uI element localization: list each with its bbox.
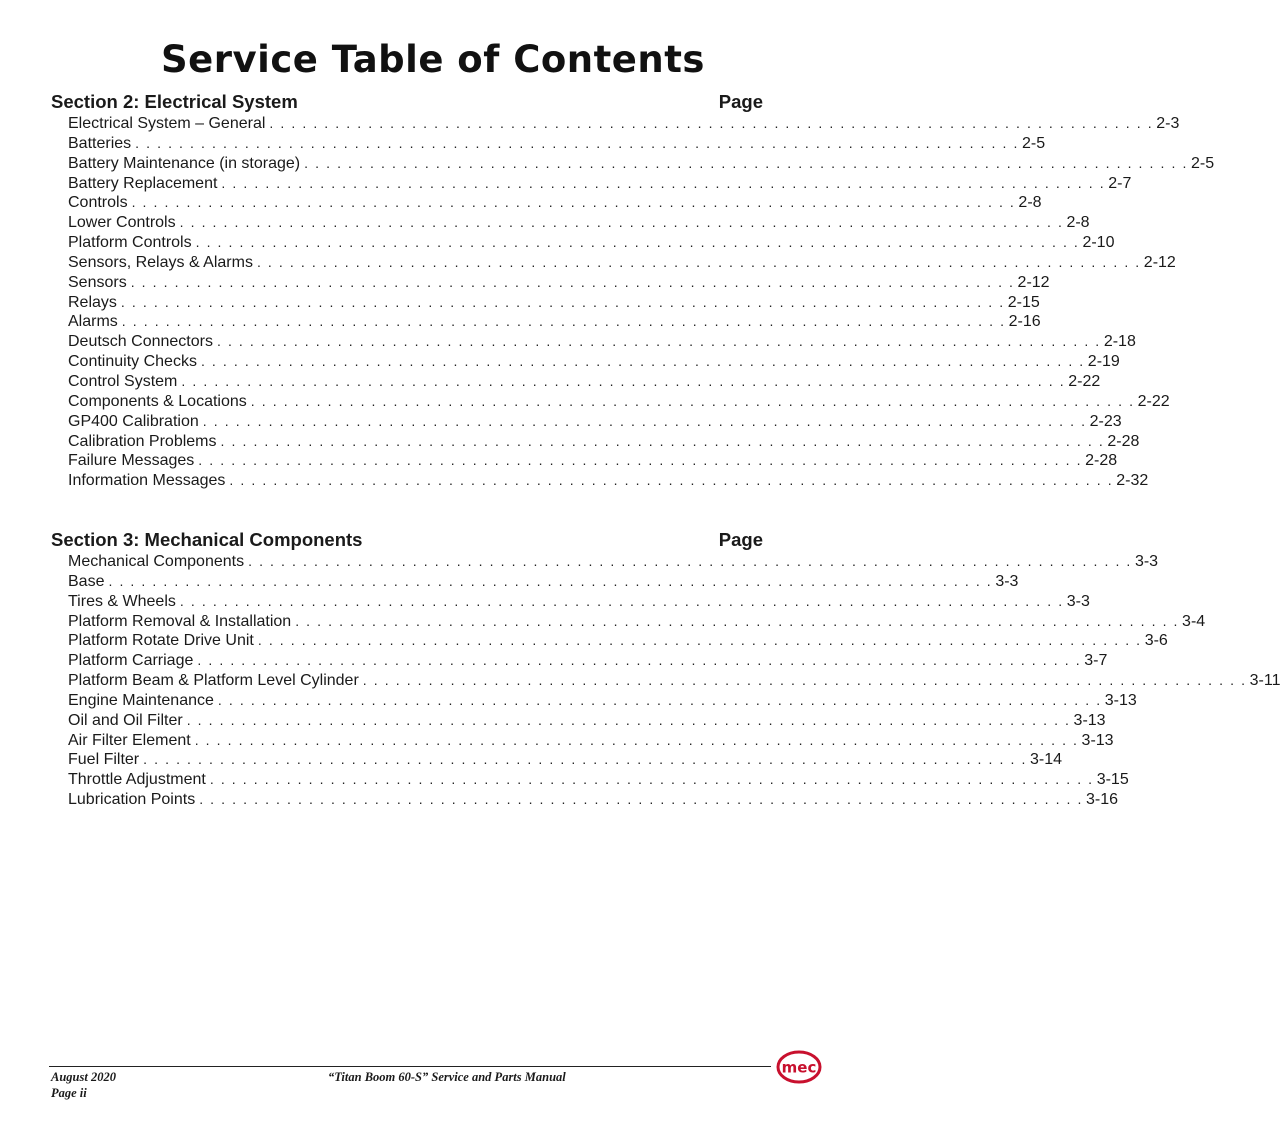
dot-leader: . . . . . . . . . . . . . . . . . . . . . . . . . . . . . . . . . . . . . . . . . . . . . . . . . . . . . . . . . . . . . . . . . . . . . . . . . . . . . . . . . (250, 392, 1135, 409)
dot-leader: . . . . . . . . . . . . . . . . . . . . . . . . . . . . . . . . . . . . . . . . . . . . . . . . . . . . . . . . . . . . . . . . . . . . . . . . . . . . . . . . . (217, 691, 1102, 708)
dot-leader: . . . . . . . . . . . . . . . . . . . . . . . . . . . . . . . . . . . . . . . . . . . . . . . . . . . . . . . . . . . . . . . . . . . . . . . . . . . . . . . . . (108, 572, 993, 589)
toc-entry-label: Air Filter Element (68, 731, 191, 749)
toc-entry-label: Throttle Adjustment (68, 771, 206, 789)
toc-entry-label: Tires & Wheels (68, 592, 176, 610)
dot-leader: . . . . . . . . . . . . . . . . . . . . . . . . . . . . . . . . . . . . . . . . . . . . . . . . . . . . . . . . . . . . . . . . . . . . . . . . . . . . . . . . . (179, 214, 1064, 231)
toc-entry (68, 790, 1119, 810)
toc-entry-label: GP400 Calibration (68, 412, 199, 430)
toc-entry (68, 592, 1090, 612)
section-heading: Section 2: Electrical System (51, 91, 298, 112)
dot-leader: . . . . . . . . . . . . . . . . . . . . . . . . . . . . . . . . . . . . . . . . . . . . . . . . . . . . . . . . . . . . . . . . . . . . . . . . . . . . . . . . . (221, 174, 1106, 191)
dot-leader: . . . . . . . . . . . . . . . . . . . . . . . . . . . . . . . . . . . . . . . . . . . . . . . . . . . . . . . . . . . . . . . . . . . . . . . . . . . . . . . . . (257, 632, 1142, 649)
dot-leader: . . . . . . . . . . . . . . . . . . . . . . . . . . . . . . . . . . . . . . . . . . . . . . . . . . . . . . . . . . . . . . . . . . . . . . . . . . . . . . . . . (295, 612, 1180, 629)
toc-entry-label: Battery Replacement (68, 174, 218, 192)
toc-entry (68, 750, 1062, 770)
dot-leader: . . . . . . . . . . . . . . . . . . . . . . . . . . . . . . . . . . . . . . . . . . . . . . . . . . . . . . . . . . . . . . . . . . . . . . . . . . . . . . . . . (200, 353, 1085, 370)
dot-leader: . . . . . . . . . . . . . . . . . . . . . . . . . . . . . . . . . . . . . . . . . . . . . . . . . . . . . . . . . . . . . . . . . . . . . . . . . . . . . . . . . (181, 372, 1066, 389)
toc-entry-label: Control System (68, 372, 178, 390)
toc-entry-page: 3-7 (1084, 652, 1108, 670)
toc-entry-label: Components & Locations (68, 392, 247, 410)
toc-entry-page: 2-5 (1190, 154, 1215, 172)
dot-leader: . . . . . . . . . . . . . . . . . . . . . . . . . . . . . . . . . . . . . . . . . . . . . . . . . . . . . . . . . . . . . . . . . . . . . . . . . . . . . . . . . (248, 553, 1132, 569)
toc-entry (68, 174, 1132, 194)
toc-entry-label: Calibration Problems (68, 432, 217, 450)
toc-entry-page: 2-19 (1087, 353, 1120, 371)
toc-entry-page: 2-3 (1156, 115, 1180, 132)
toc-entry-page: 3-3 (995, 572, 1019, 590)
toc-entry-label: Failure Messages (68, 452, 195, 470)
toc-entry-label: Mechanical Components (68, 553, 245, 570)
toc-entry-page: 2-5 (1021, 134, 1046, 152)
toc-entry-page: 2-8 (1018, 194, 1042, 212)
toc-entry-page: 2-18 (1103, 333, 1136, 351)
toc-entry-label: Platform Controls (68, 234, 192, 252)
footer-date: August 2020 (51, 1070, 116, 1084)
footer-manual-title: “Titan Boom 60-S” Service and Parts Manual (328, 1070, 566, 1084)
dot-leader: . . . . . . . . . . . . . . . . . . . . . . . . . . . . . . . . . . . . . . . . . . . . . . . . . . . . . . . . . . . . . . . . . . . . . . . . . . . . . . . . . (194, 731, 1079, 748)
dot-leader: . . . . . . . . . . . . . . . . . . . . . . . . . . . . . . . . . . . . . . . . . . . . . . . . . . . . . . . . . . . . . . . . . . . . . . . . . . . . . . . . . (304, 154, 1188, 171)
dot-leader: . . . . . . . . . . . . . . . . . . . . . . . . . . . . . . . . . . . . . . . . . . . . . . . . . . . . . . . . . . . . . . . . . . . . . . . . . . . . . . . . . (269, 115, 1154, 131)
toc-entry-label: Fuel Filter (68, 751, 140, 769)
toc-entry-label: Oil and Oil Filter (68, 711, 183, 729)
dot-leader: . . . . . . . . . . . . . . . . . . . . . . . . . . . . . . . . . . . . . . . . . . . . . . . . . . . . . . . . . . . . . . . . . . . . . . . . . . . . . . . . . (202, 412, 1087, 429)
toc-entry-label: Deutsch Connectors (68, 333, 213, 351)
toc-entry-label: Base (68, 572, 105, 590)
dot-leader: . . . . . . . . . . . . . . . . . . . . . . . . . . . . . . . . . . . . . . . . . . . . . . . . . . . . . . . . . . . . . . . . . . . . . . . . . . . . . . . . . (216, 333, 1101, 350)
page-column-label: Page (718, 91, 763, 112)
toc-entry-label: Information Messages (68, 472, 226, 490)
dot-leader: . . . . . . . . . . . . . . . . . . . . . . . . . . . . . . . . . . . . . . . . . . . . . . . . . . . . . . . . . . . . . . . . . . . . . . . . . . . . . . . . . (220, 432, 1105, 449)
toc-entry (68, 731, 1114, 751)
toc-entry (68, 293, 1040, 313)
toc-entry (68, 352, 1120, 372)
logo-text: mec (781, 1058, 817, 1077)
toc-entry-label: Sensors, Relays & Alarms (68, 253, 253, 271)
footer-left (51, 1069, 116, 1101)
toc-entry-page: 3-3 (1066, 592, 1090, 610)
section-header (51, 90, 763, 114)
toc-entry (68, 631, 1168, 651)
dot-leader: . . . . . . . . . . . . . . . . . . . . . . . . . . . . . . . . . . . . . . . . . . . . . . . . . . . . . . . . . . . . . . . . . . . . . . . . . . . . . . . . . (179, 592, 1064, 609)
toc-entry (68, 612, 1206, 632)
toc-entry-page: 2-23 (1089, 412, 1122, 430)
dot-leader: . . . . . . . . . . . . . . . . . . . . . . . . . . . . . . . . . . . . . . . . . . . . . . . . . . . . . . . . . . . . . . . . . . . . . . . . . . . . . . . . . (130, 273, 1015, 290)
page-title: Service Table of Contents (161, 38, 705, 81)
toc-entry-page: 3-13 (1073, 711, 1106, 729)
toc-entry (68, 332, 1136, 352)
page-column-label: Page (718, 529, 763, 550)
toc-entry-page: 3-4 (1182, 612, 1206, 630)
toc-entry-page: 3-3 (1134, 553, 1159, 570)
toc-entry-label: Platform Beam & Platform Level Cylinder (68, 672, 359, 690)
dot-leader: . . . . . . . . . . . . . . . . . . . . . . . . . . . . . . . . . . . . . . . . . . . . . . . . . . . . . . . . . . . . . . . . . . . . . . . . . . . . . . . . . (197, 652, 1082, 669)
toc-entry (68, 233, 1115, 253)
toc-entry (68, 691, 1137, 711)
toc-entry-page: 2-12 (1143, 253, 1176, 271)
toc-entry (68, 114, 1180, 134)
toc-entry (68, 572, 1019, 592)
toc-entry-label: Platform Carriage (68, 652, 194, 670)
toc-entry-label: Lubrication Points (68, 791, 196, 809)
toc-entry (68, 451, 1118, 471)
toc-entry-label: Lower Controls (68, 214, 176, 232)
toc-entry (68, 711, 1106, 731)
toc-entry (68, 253, 1176, 273)
section-electrical (51, 90, 1215, 491)
toc-entry (68, 412, 1122, 432)
dot-leader: . . . . . . . . . . . . . . . . . . . . . . . . . . . . . . . . . . . . . . . . . . . . . . . . . . . . . . . . . . . . . . . . . . . . . . . . . . . . . . . . . (186, 711, 1071, 728)
toc-entry-label: Batteries (68, 134, 132, 152)
toc-entry-label: Battery Maintenance (in storage) (68, 154, 301, 172)
toc-entry-page: 2-12 (1017, 273, 1050, 291)
toc-entries (68, 552, 1280, 810)
dot-leader: . . . . . . . . . . . . . . . . . . . . . . . . . . . . . . . . . . . . . . . . . . . . . . . . . . . . . . . . . . . . . . . . . . . . . . . . . . . . . . . . . (209, 771, 1094, 788)
toc-entry-page: 3-15 (1096, 771, 1129, 789)
dot-leader: . . . . . . . . . . . . . . . . . . . . . . . . . . . . . . . . . . . . . . . . . . . . . . . . . . . . . . . . . . . . . . . . . . . . . . . . . . . . . . . . . (199, 791, 1084, 808)
toc-entry-label: Controls (68, 194, 128, 212)
toc-entry-label: Continuity Checks (68, 353, 197, 371)
toc-entry-label: Engine Maintenance (68, 691, 214, 709)
footer-divider (49, 1066, 771, 1067)
toc-entry-page: 3-13 (1104, 691, 1137, 709)
toc-entry-page: 2-15 (1007, 293, 1040, 311)
toc-entry-label: Electrical System – General (68, 115, 266, 132)
toc-entry (68, 134, 1046, 154)
toc-entry (68, 273, 1050, 293)
toc-entry (68, 154, 1215, 174)
toc-entry-page: 2-32 (1116, 472, 1149, 490)
section-mechanical (51, 528, 1280, 810)
toc-entry-page: 3-13 (1081, 731, 1114, 749)
toc-entry-page: 2-7 (1108, 174, 1132, 192)
section-header (51, 528, 763, 552)
toc-entry-page: 3-6 (1144, 632, 1168, 650)
toc-entry-page: 3-14 (1029, 751, 1062, 769)
toc-entries (68, 114, 1215, 491)
dot-leader: . . . . . . . . . . . . . . . . . . . . . . . . . . . . . . . . . . . . . . . . . . . . . . . . . . . . . . . . . . . . . . . . . . . . . . . . . . . . . . . . . (131, 194, 1016, 211)
toc-entry-page: 2-28 (1085, 452, 1118, 470)
toc-entry (68, 552, 1159, 572)
dot-leader: . . . . . . . . . . . . . . . . . . . . . . . . . . . . . . . . . . . . . . . . . . . . . . . . . . . . . . . . . . . . . . . . . . . . . . . . . . . . . . . . . (120, 293, 1005, 310)
dot-leader: . . . . . . . . . . . . . . . . . . . . . . . . . . . . . . . . . . . . . . . . . . . . . . . . . . . . . . . . . . . . . . . . . . . . . . . . . . . . . . . . . (256, 253, 1141, 270)
toc-entry (68, 471, 1149, 491)
dot-leader: . . . . . . . . . . . . . . . . . . . . . . . . . . . . . . . . . . . . . . . . . . . . . . . . . . . . . . . . . . . . . . . . . . . . . . . . . . . . . . . . . (135, 134, 1019, 151)
toc-entry (68, 312, 1041, 332)
dot-leader: . . . . . . . . . . . . . . . . . . . . . . . . . . . . . . . . . . . . . . . . . . . . . . . . . . . . . . . . . . . . . . . . . . . . . . . . . . . . . . . . . (362, 672, 1247, 689)
dot-leader: . . . . . . . . . . . . . . . . . . . . . . . . . . . . . . . . . . . . . . . . . . . . . . . . . . . . . . . . . . . . . . . . . . . . . . . . . . . . . . . . . (121, 313, 1006, 330)
toc-entry (68, 651, 1108, 671)
mec-logo (776, 1050, 822, 1084)
toc-entry-page: 2-8 (1066, 214, 1090, 232)
dot-leader: . . . . . . . . . . . . . . . . . . . . . . . . . . . . . . . . . . . . . . . . . . . . . . . . . . . . . . . . . . . . . . . . . . . . . . . . . . . . . . . . . (143, 751, 1027, 768)
toc-entry (68, 671, 1280, 691)
toc-entry (68, 372, 1101, 392)
dot-leader: . . . . . . . . . . . . . . . . . . . . . . . . . . . . . . . . . . . . . . . . . . . . . . . . . . . . . . . . . . . . . . . . . . . . . . . . . . . . . . . . . (195, 234, 1080, 251)
toc-entry-label: Platform Removal & Installation (68, 612, 292, 630)
toc-entry-page: 2-22 (1137, 392, 1170, 410)
toc-entry-label: Sensors (68, 273, 127, 291)
toc-entry (68, 392, 1170, 412)
toc-entry-label: Alarms (68, 313, 118, 331)
toc-entry-page: 2-28 (1107, 432, 1140, 450)
toc-entry-page: 3-11 (1249, 672, 1280, 690)
dot-leader: . . . . . . . . . . . . . . . . . . . . . . . . . . . . . . . . . . . . . . . . . . . . . . . . . . . . . . . . . . . . . . . . . . . . . . . . . . . . . . . . . (198, 452, 1083, 469)
footer-page-number: Page ii (51, 1086, 87, 1100)
toc-entry (68, 193, 1042, 213)
toc-entry-page: 2-16 (1008, 313, 1041, 331)
toc-entry-page: 3-16 (1086, 791, 1119, 809)
section-heading: Section 3: Mechanical Components (51, 529, 363, 550)
toc-entry-page: 2-22 (1068, 372, 1101, 390)
toc-entry (68, 213, 1090, 233)
toc-entry (68, 770, 1129, 790)
toc-entry-label: Platform Rotate Drive Unit (68, 632, 254, 650)
toc-entry (68, 432, 1140, 452)
toc-entry-page: 2-10 (1082, 234, 1115, 252)
dot-leader: . . . . . . . . . . . . . . . . . . . . . . . . . . . . . . . . . . . . . . . . . . . . . . . . . . . . . . . . . . . . . . . . . . . . . . . . . . . . . . . . . (229, 472, 1114, 489)
toc-entry-label: Relays (68, 293, 117, 311)
